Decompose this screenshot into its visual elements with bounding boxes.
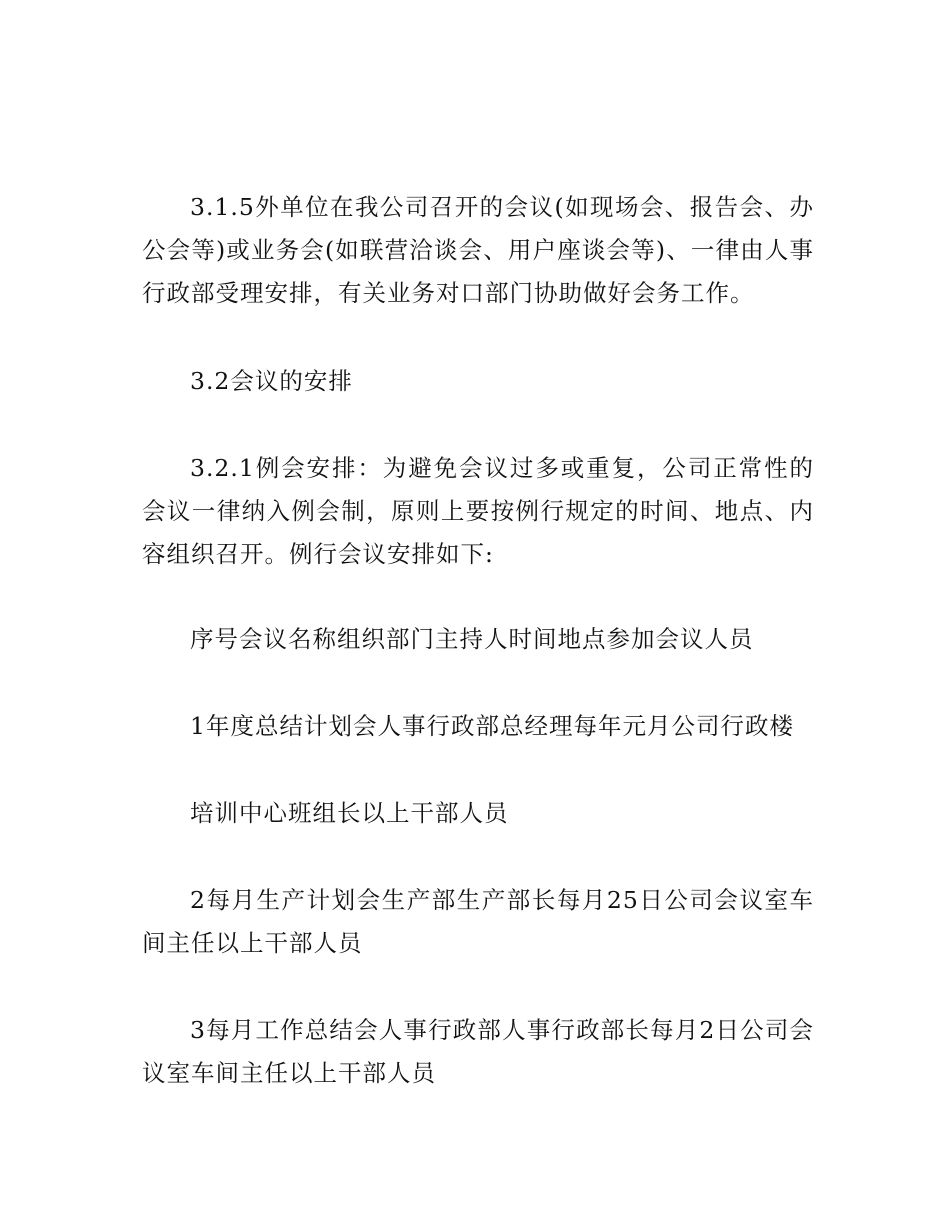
- meeting-table-header: 序号会议名称组织部门主持人时间地点参加会议人员: [190, 624, 754, 653]
- meeting-row-1: 1年度总结计划会人事行政部总经理每年元月公司行政楼: [190, 711, 794, 740]
- meeting-row-2: 2每月生产计划会生产部生产部长每月25日公司会议室车间主任以上干部人员: [142, 885, 814, 957]
- section-heading-3-2: 3.2会议的安排: [190, 366, 353, 395]
- meeting-row-1-continued: 培训中心班组长以上干部人员: [190, 798, 509, 827]
- meeting-row-3: 3每月工作总结会人事行政部人事行政部长每月2日公司会议室车间主任以上干部人员: [142, 1015, 814, 1087]
- paragraph-3-1-5: 3.1.5外单位在我公司召开的会议(如现场会、报告会、办公会等)或业务会(如联营洽谈会、用户座谈会等)、一律由人事行政部受理安排，有关业务对口部门协助做好会务工作。: [142, 192, 814, 307]
- paragraph-3-2-1: 3.2.1例会安排：为避免会议过多或重复，公司正常性的会议一律纳入例会制，原则上要按例行规定的时间、地点、内容组织召开。例行会议安排如下:: [142, 453, 814, 568]
